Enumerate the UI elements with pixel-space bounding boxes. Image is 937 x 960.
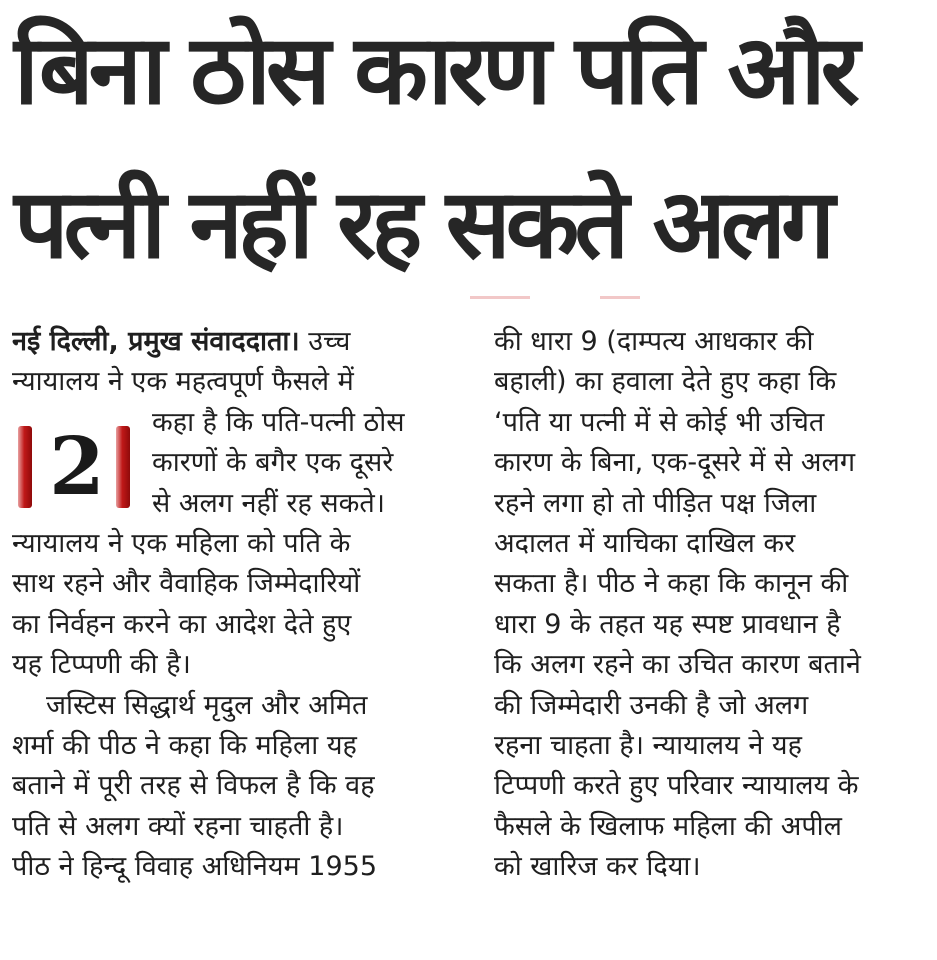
article-line: कारणों के बगैर एक दूसरे: [152, 447, 394, 479]
article-column-left: [12, 322, 448, 952]
print-speck: [600, 296, 640, 299]
article-line: ‘पति या पत्नी में से कोई भी उचित: [494, 406, 825, 438]
article-line: कहा है कि पति-पत्नी ठोस: [152, 406, 405, 438]
article-line: बहाली) का हवाला देते हुए कहा कि: [494, 366, 837, 398]
dateline: नई दिल्ली, प्रमुख संवाददाता।: [12, 326, 300, 357]
article-line: को खारिज कर दिया।: [494, 851, 701, 883]
badge-number: 2: [49, 419, 105, 513]
article-line: रहना चाहता है। न्यायालय ने यह: [494, 729, 802, 761]
headline-line-1: बिना ठोस कारण पति और: [14, 14, 855, 126]
article-line: यह टिप्पणी की है।: [12, 649, 191, 681]
article-line: कारण के बिना, एक-दूसरे में से अलग: [494, 447, 856, 479]
article-line: पीठ ने हिन्दू विवाह अधिनियम 1955: [12, 851, 377, 883]
headline-line-2: पत्नी नहीं रह सकते अलग: [14, 168, 831, 280]
article-line: न्यायालय ने एक महिला को पति के: [12, 527, 351, 559]
article-line: धारा 9 के तहत यह स्पष्ट प्रावधान है: [494, 608, 841, 640]
article-line: रहने लगा हो तो पीड़ित पक्ष जिला: [494, 487, 817, 519]
article-line: की धारा 9 (दाम्पत्य आधकार की: [494, 326, 814, 357]
article-line: फैसले के खिलाफ महिला की अपील: [494, 810, 842, 842]
article-line: अदालत में याचिका दाखिल कर: [494, 527, 796, 559]
article-line: की जिम्मेदारी उनकी है जो अलग: [494, 689, 809, 721]
article-line: पति से अलग क्यों रहना चाहती है।: [12, 810, 344, 842]
article-line: [12, 322, 448, 362]
article-line: साथ रहने और वैवाहिक जिम्मेदारियों: [12, 568, 361, 600]
article-column-right: [494, 322, 926, 952]
article-line: का निर्वहन करने का आदेश देते हुए: [12, 608, 352, 640]
article-line: सकता है। पीठ ने कहा कि कानून की: [494, 568, 849, 600]
article-line: से अलग नहीं रह सकते।: [152, 487, 386, 519]
article-line: न्यायालय ने एक महत्वपूर्ण फैसले में: [12, 366, 354, 398]
article-line: जस्टिस सिद्धार्थ मृदुल और अमित: [46, 689, 368, 721]
article-line: कि अलग रहने का उचित कारण बताने: [494, 649, 861, 681]
print-speck: [470, 296, 530, 299]
article-line: बताने में पूरी तरह से विफल है कि वह: [12, 770, 375, 802]
article-line: शर्मा की पीठ ने कहा कि महिला यह: [12, 729, 357, 761]
article-line: टिप्पणी करते हुए परिवार न्यायालय के: [494, 770, 859, 802]
article-text: उच्च: [308, 326, 351, 357]
